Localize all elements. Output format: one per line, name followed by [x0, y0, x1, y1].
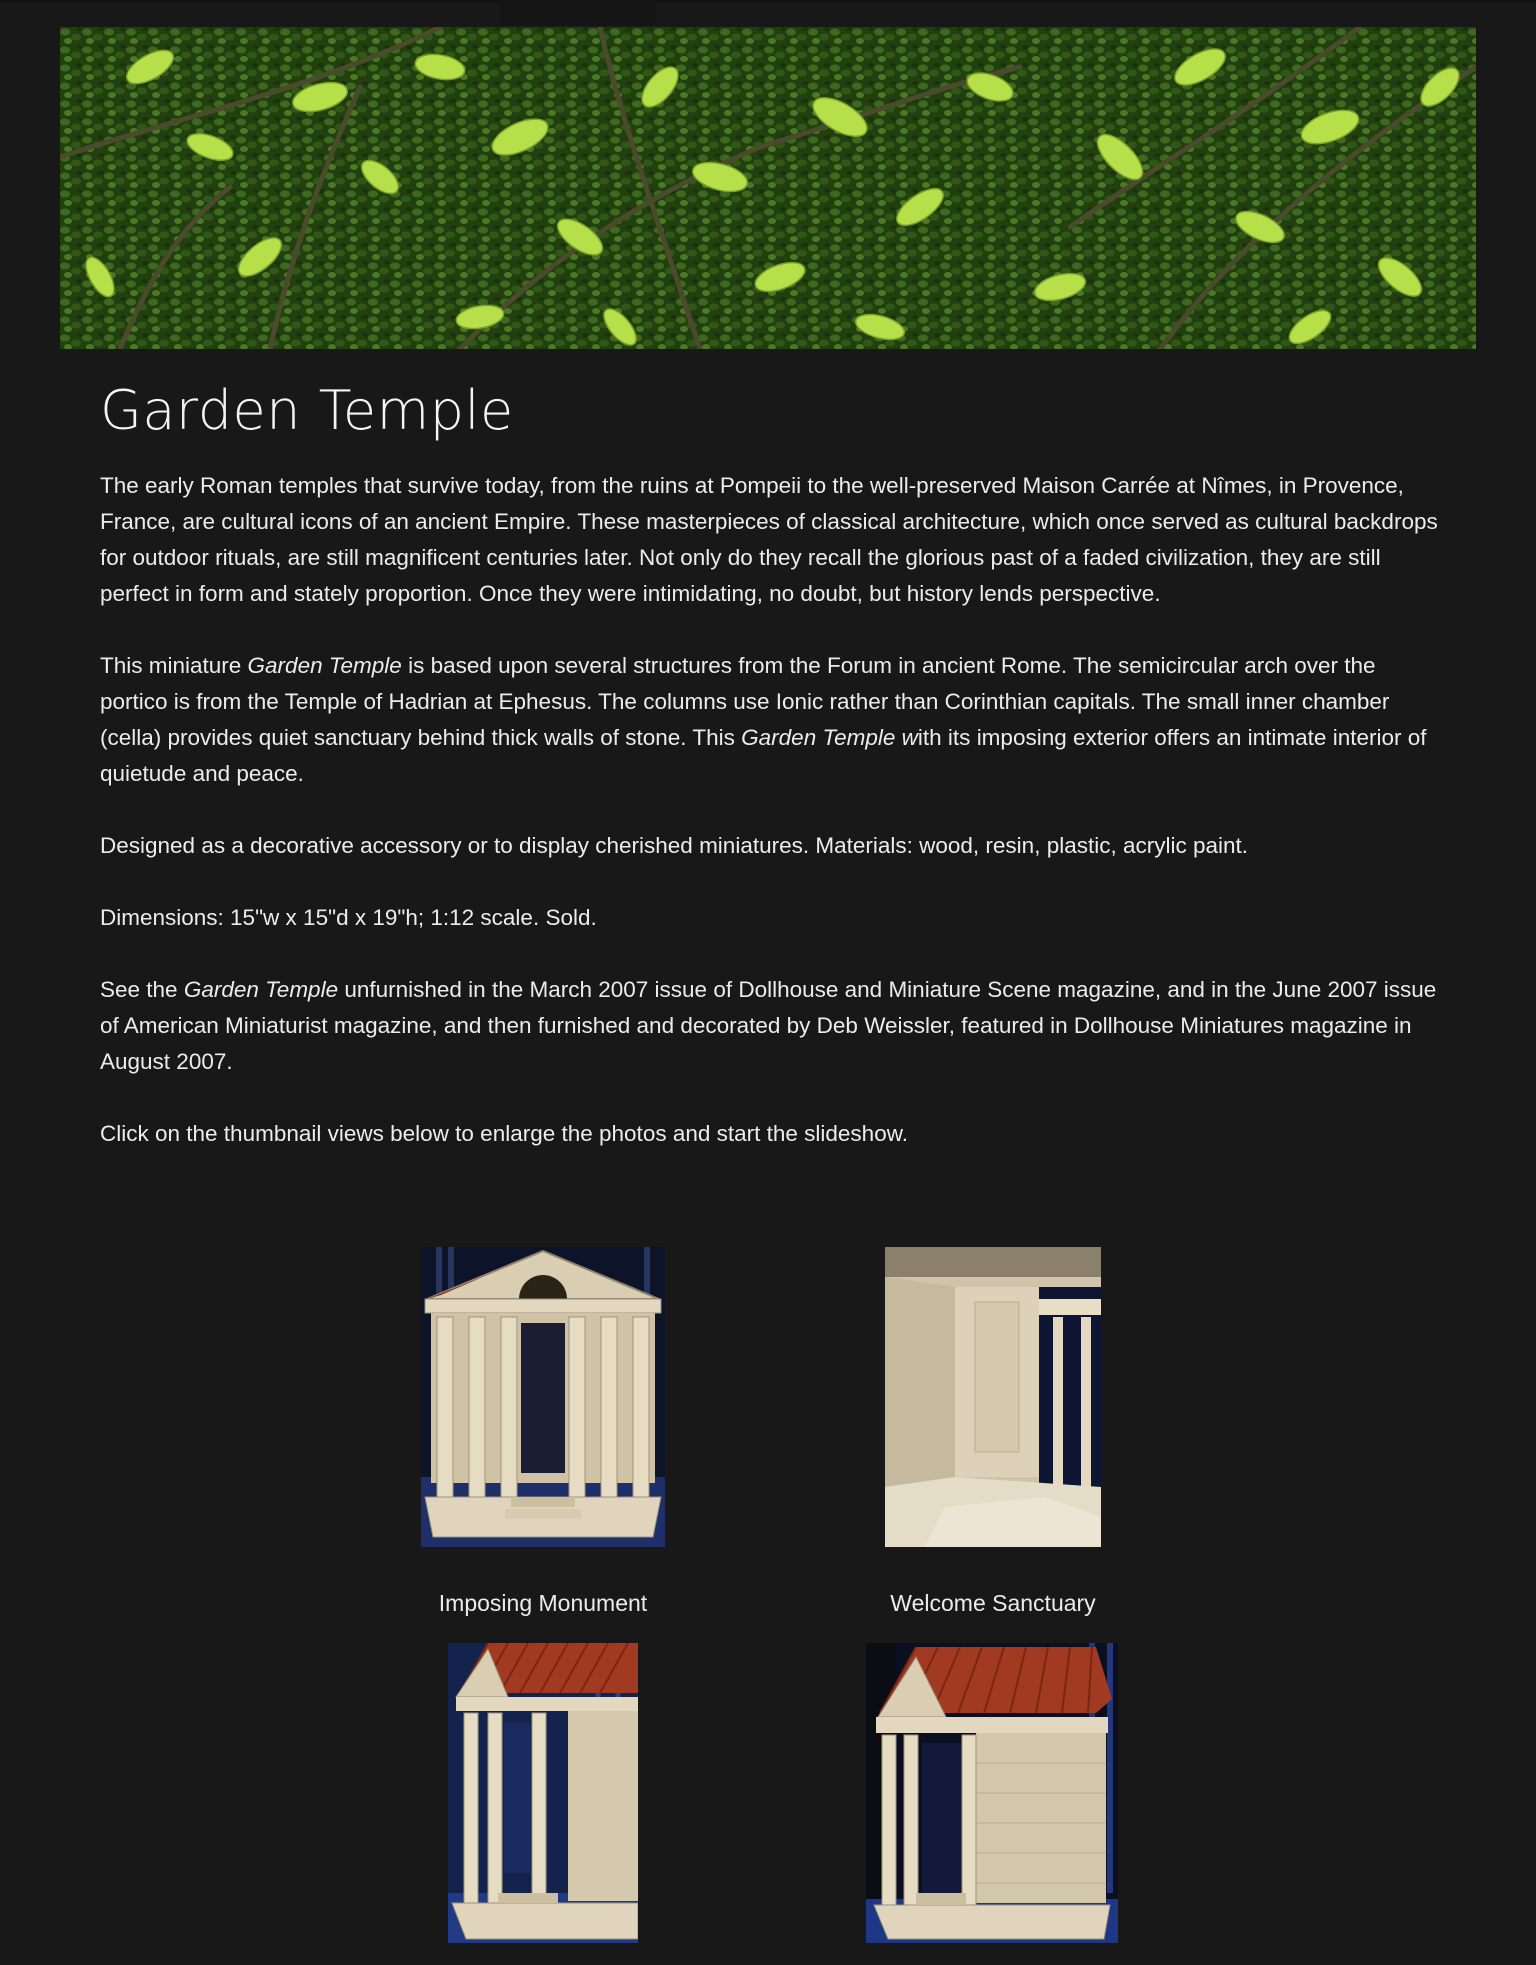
- italic-title: Garden Temple: [183, 977, 339, 1002]
- thumbnail-angled-view[interactable]: [866, 1643, 1118, 1943]
- main-content: [100, 378, 1440, 1188]
- text-run: unfurnished in the March 2007 issue of Dollhouse and Miniature Scene magazine, and in the June 2007 issue of American Miniaturist magazine, and then furnished and decorated by Deb Weissler, featured in Dollhouse Miniatures magazine in August 2007.: [100, 977, 1437, 1074]
- thumbnail-caption: Welcome Sanctuary: [890, 1590, 1096, 1616]
- description-paragraph: [100, 648, 1440, 792]
- text-run: See the: [100, 977, 184, 1002]
- press-paragraph: [100, 972, 1440, 1080]
- top-edge: [0, 0, 1536, 2]
- thumbnail-gallery: [0, 1247, 1536, 1965]
- italic-title: Garden Temple w: [741, 725, 918, 750]
- header-banner-image: [60, 27, 1476, 349]
- thumbnail-caption: Imposing Monument: [438, 1590, 648, 1616]
- text-run: ith its imposing exterior offers an intimate interior of quietude and peace.: [100, 725, 1427, 786]
- thumbnail-welcome-sanctuary[interactable]: [885, 1247, 1101, 1547]
- intro-paragraph: The early Roman temples that survive today, from the ruins at Pompeii to the well-preserved Maison Carrée at Nîmes, in Provence, France, are cultural icons of an ancient Empire. These masterpieces of classical architecture, which once served as cultural backdrops for outdoor rituals, are still magnificent centuries later. Not only do they recall the glorious past of a faded civilization, they are still perfect in form and stately proportion. Once they were intimidating, no doubt, but history lends perspective.: [100, 473, 1438, 606]
- thumbnail-side-view[interactable]: [448, 1643, 638, 1943]
- dimensions-paragraph: Dimensions: 15"w x 15"d x 19"h; 1:12 scale. Sold.: [100, 905, 597, 930]
- page-title: Garden Temple: [100, 379, 514, 442]
- top-tab: [500, 0, 656, 25]
- text-run: is based upon several structures from the Forum in ancient Rome. The semicircular arch over the portico is from the Temple of Hadrian at Ephesus. The columns use Ionic rather than Corinthian capitals. The small inner chamber (cella) provides quiet sanctuary behind thick walls of stone. This: [100, 653, 1390, 750]
- materials-paragraph: Designed as a decorative accessory or to display cherished miniatures. Materials: wood, resin, plastic, acrylic paint.: [100, 833, 1249, 858]
- italic-title: Garden Temple: [247, 653, 402, 678]
- text-run: This miniature: [100, 653, 248, 678]
- instruction-paragraph: Click on the thumbnail views below to enlarge the photos and start the slideshow.: [100, 1121, 908, 1146]
- thumbnail-imposing-monument[interactable]: [421, 1247, 665, 1547]
